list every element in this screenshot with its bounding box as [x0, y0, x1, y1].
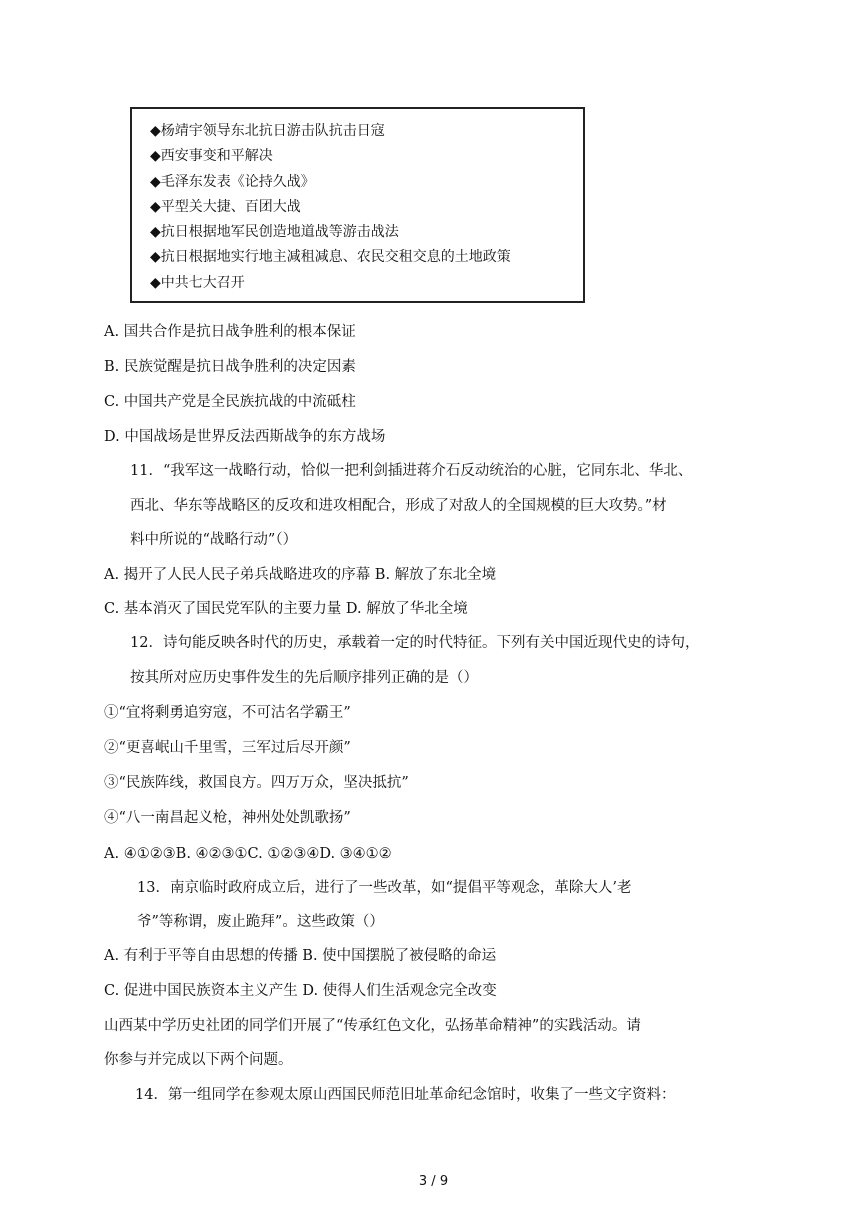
activity-intro: 山西某中学历史社团的同学们开展了“传承红色文化，弘扬革命精神”的实践活动。请 [104, 1018, 641, 1034]
poem-1: ①“宜将剩勇追穷寇，不可沽名学霸王” [104, 705, 351, 721]
option-ab: A. 有利于平等自由思想的传播 B. 使中国摆脱了被侵略的命运 [104, 948, 497, 964]
poem-2: ②“更喜岷山千里雪，三军过后尽开颜” [104, 740, 351, 756]
material-box [130, 107, 585, 303]
activity-intro-cont: 你参与并完成以下两个问题。 [104, 1052, 293, 1068]
box-item: ◆抗日根据地实行地主减租减息、农民交租交息的土地政策 [150, 249, 511, 266]
option-a: A. 国共合作是抗日战争胜利的根本保证 [104, 324, 356, 340]
poem-3: ③“民族阵线，救国良方。四万万众，坚决抵抗” [104, 775, 409, 791]
option-b: B. 民族觉醒是抗日战争胜利的决定因素 [104, 359, 356, 375]
question-13: 13．南京临时政府成立后，进行了一些改革，如“提倡平等观念，革除大人’老 [137, 880, 632, 896]
poem-4: ④“八一南昌起义枪，神州处处凯歌扬” [104, 810, 351, 826]
question-11-cont: 料中所说的“战略行动”（） [130, 532, 298, 548]
box-item: ◆毛泽东发表《论持久战》 [150, 173, 315, 190]
option-c: C. 中国共产党是全民族抗战的中流砥柱 [104, 394, 356, 410]
question-12-cont: 按其所对应历史事件发生的先后顺序排列正确的是（） [130, 670, 478, 686]
page-number: 3 / 9 [418, 1174, 449, 1189]
option-d: D. 中国战场是世界反法西斯战争的东方战场 [104, 429, 386, 445]
option-cd: C. 促进中国民族资本主义产生 D. 使得人们生活观念完全改变 [104, 983, 497, 999]
box-item: ◆平型关大捷、百团大战 [150, 198, 301, 215]
options-12: A. ④①②③B. ④②③①C. ①②③④D. ③④①② [104, 846, 392, 862]
option-cd: C. 基本消灭了国民党军队的主要力量 D. 解放了华北全境 [104, 601, 468, 617]
question-11-cont: 西北、华东等战略区的反攻和进攻相配合，形成了对敌人的全国规模的巨大攻势。”材 [130, 498, 667, 514]
box-item: ◆中共七大召开 [150, 274, 245, 291]
question-12: 12．诗句能反映各时代的历史，承载着一定的时代特征。下列有关中国近现代史的诗句， [130, 635, 700, 651]
box-item: ◆西安事变和平解决 [150, 148, 273, 165]
option-ab: A. 揭开了人民人民子弟兵战略进攻的序幕 B. 解放了东北全境 [104, 567, 497, 583]
question-14: 14．第一组同学在参观太原山西国民师范旧址革命纪念馆时，收集了一些文字资料： [135, 1087, 676, 1103]
question-13-cont: 爷”等称谓，废止跪拜”。这些政策（） [137, 914, 384, 930]
box-item: ◆抗日根据地军民创造地道战等游击战法 [150, 224, 399, 241]
box-item: ◆杨靖宇领导东北抗日游击队抗击日寇 [150, 123, 385, 139]
question-11: 11．“我军这一战略行动，恰似一把利剑插进蒋介石反动统治的心脏，它同东北、华北、 [130, 463, 693, 479]
